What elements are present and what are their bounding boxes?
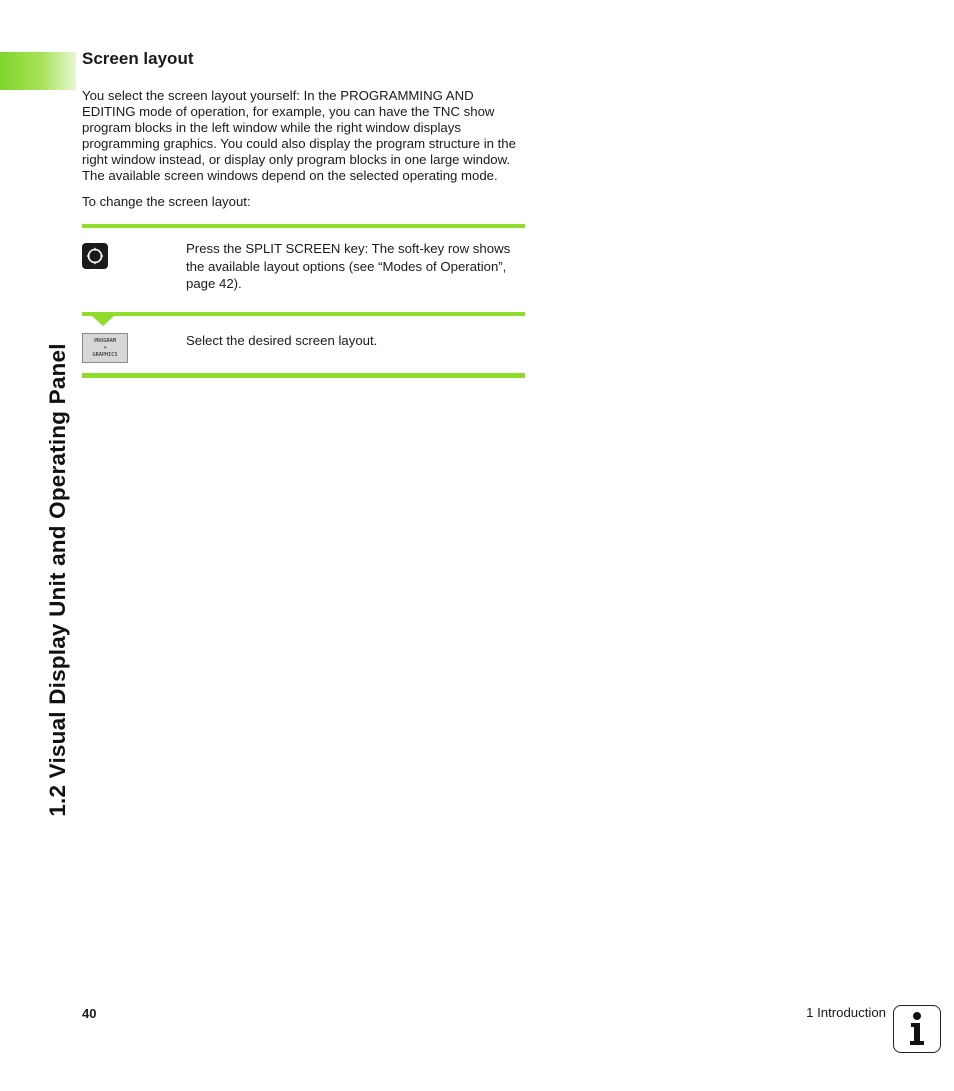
- footer-chapter: 1 Introduction: [806, 1005, 886, 1020]
- main-content: [82, 48, 525, 378]
- softkey-line: +: [103, 344, 107, 351]
- step-1-text: Press the SPLIT SCREEN key: The soft-key row shows the available layout options (see “Modes of Operation”, page 42).: [186, 241, 511, 291]
- softkey-line: GRAPHICS: [92, 351, 118, 358]
- softkey-line: PROGRAM: [94, 337, 116, 344]
- continue-arrow-icon: [92, 316, 114, 326]
- step-split-screen: [82, 228, 525, 312]
- page-number: 40: [82, 1006, 97, 1021]
- info-icon: [893, 1005, 941, 1053]
- program-graphics-softkey: [82, 333, 128, 363]
- section-heading: Screen layout: [82, 49, 194, 68]
- instruction-paragraph: To change the screen layout:: [82, 194, 251, 209]
- split-screen-key-icon: [82, 243, 108, 269]
- chapter-tab: [0, 52, 76, 90]
- step-divider-bottom: [82, 373, 525, 378]
- step-2-text: Select the desired screen layout.: [186, 333, 378, 348]
- intro-paragraph: You select the screen layout yourself: In the PROGRAMMING AND EDITING mode of operation, for example, you can have the TNC show program blocks in the left window while the right window displays programming graphics. You could also display the program structure in the right window instead, or display only program blocks in one large window. The available screen windows depend on the selected operating mode.: [82, 88, 516, 183]
- chapter-side-title: 1.2 Visual Display Unit and Operating Panel: [45, 343, 70, 817]
- step-select-layout: [82, 316, 525, 373]
